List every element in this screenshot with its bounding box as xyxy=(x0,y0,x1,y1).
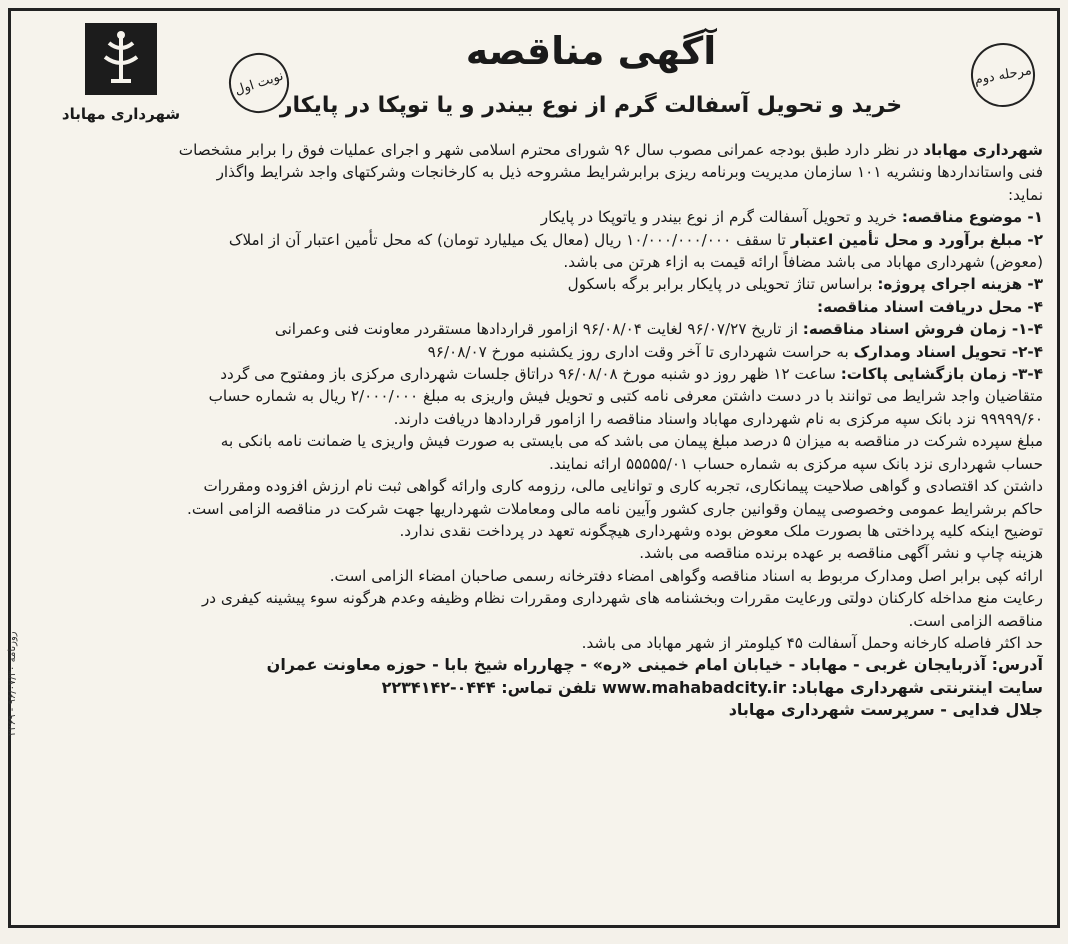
body-line: ۹۹۹۹۹/۶۰ نزد بانک سپه مرکزی به نام شهرداری مهاباد واسناد مناقصه را ازامور قراردادها دریافت دارند. xyxy=(393,409,1043,428)
municipality-logo-icon xyxy=(85,23,157,95)
body-line: شهرداری مهاباد در نظر دارد طبق بودجه عمرانی مصوب سال ۹۶ شورای محترم اسلامی شهر و اجرای عملیات فوق را برابر مشخصات xyxy=(178,141,1043,159)
body-line: داشتن کد اقتصادی و گواهی صلاحیت پیمانکاری، تجربه کاری و توانایی مالی، رزومه کاری وارائه گواهی ثبت نام ارزش افزوده ومقررات xyxy=(203,477,1043,496)
body-line: متقاضیان واجد شرایط می توانند با در دست داشتن معرفی نامه کتبی و تحویل فیش واریزی به مبلغ ۲/۰۰۰/۰۰۰ ریال به شماره حساب xyxy=(208,387,1043,406)
body-line: (معوض) شهرداری مهاباد می باشد مضافاً ارائه قیمت به ازاء هرتن می باشد. xyxy=(563,253,1043,272)
body-line: ۳- هزینه اجرای پروژه: براساس تناژ تحویلی در پایکار برابر برگه باسکول xyxy=(567,275,1043,294)
body-line: رعایت منع مداخله کارکنان دولتی ورعایت مقررات وبخشنامه های شهرداری ومقررات نظام وظیفه وعدم هرگونه سوء پیشینه کیفری در xyxy=(201,589,1043,608)
page-title: آگهی مناقصه xyxy=(465,29,717,73)
tender-notice xyxy=(8,8,1060,928)
round-stamp: نوبت اول xyxy=(221,45,297,121)
body-line: ۱- موضوع مناقصه: خرید و تحویل آسفالت گرم از نوع بیندر و یاتوپکا در پایکار xyxy=(540,208,1043,227)
body-line: ۳-۴- زمان بازگشایی پاکات: ساعت ۱۲ ظهر روز دو شنبه مورخ ۹۶/۰۸/۰۸ دراتاق جلسات شهرداری مرکزی باز ومفتوح می گردد xyxy=(220,365,1043,384)
contact-line: سایت اینترنتی شهرداری مهاباد: www.mahabadcity.ir تلفن تماس: ۰۴۴۴-۲۲۳۴۱۴۲ xyxy=(381,677,1043,697)
notice-body xyxy=(41,139,1043,915)
body-line: مناقصه الزامی است. xyxy=(908,611,1043,630)
body-line: نماید: xyxy=(1008,185,1043,204)
body-line: مبلغ سپرده شرکت در مناقصه به میزان ۵ درصد مبلغ پیمان می باشد که می بایستی به صورت فیش واریزی یا ضمانت نامه بانکی به xyxy=(220,432,1043,451)
body-line: ۱-۴- زمان فروش اسناد مناقصه: از تاریخ ۹۶/۰۷/۲۷ لغایت ۹۶/۰۸/۰۴ ازامور قراردادها مستقردر معاونت فنی وعمرانی xyxy=(274,320,1043,339)
body-line: ۲-۴- تحویل اسناد ومدارک به حراست شهرداری تا آخر وقت اداری روز یکشنبه مورخ ۹۶/۰۸/۰۷ xyxy=(427,342,1043,361)
body-line: حاکم برشرایط عمومی وخصوصی پیمان وقوانین جاری کشور وآیین نامه مالی ومعاملات شهرداریها جهت شرکت در مناقصه الزامی است. xyxy=(187,499,1043,518)
body-line: فنی واستانداردها ونشریه ۱۰۱ سازمان مدیریت وبرنامه ریزی برابرشرایط مشروحه ذیل به کارخانجات وشرکتهای واجد شرایط واگذار xyxy=(216,163,1043,182)
signature-line: جلال فدایی - سرپرست شهرداری مهاباد xyxy=(728,700,1043,720)
municipality-logo-block xyxy=(41,19,201,129)
newspaper-side-note: روزنامه ۹۶/۰۷/۳۰ - ۲۲۶۹ xyxy=(7,631,18,736)
page-subtitle: خرید و تحویل آسفالت گرم از نوع بیندر و یا توپکا در پایکار xyxy=(279,93,903,118)
body-line: هزینه چاپ و نشر آگهی مناقصه بر عهده برنده مناقصه می باشد. xyxy=(639,544,1043,563)
body-line: حساب شهرداری نزد بانک سپه مرکزی به شماره حساب ۵۵۵۵۵/۰۱ ارائه نمایند. xyxy=(548,454,1043,473)
body-line: ۴- محل دریافت اسناد مناقصه: xyxy=(817,297,1043,316)
stage-stamp: مرحله دوم xyxy=(966,38,1040,112)
body-line: حد اکثر فاصله کارخانه وحمل آسفالت ۴۵ کیلومتر از شهر مهاباد می باشد. xyxy=(581,633,1043,652)
logo-caption: شهرداری مهاباد xyxy=(61,105,181,123)
body-line: ارائه کپی برابر اصل ومدارک مربوط به اسناد مناقصه وگواهی امضاء دفترخانه رسمی صاحبان امضاء الزامی است. xyxy=(329,566,1043,585)
body-line: توضیح اینکه کلیه پرداختی ها بصورت ملک معوض بوده وشهرداری هیچگونه تعهد در پرداخت نقدی ندارد. xyxy=(399,521,1043,540)
body-line: ۲- مبلغ برآورد و محل تأمین اعتبار تا سقف ۱۰/۰۰۰/۰۰۰/۰۰۰ ریال (معال یک میلیارد تومان) که محل تأمین اعتبار آن از املاک xyxy=(228,230,1043,249)
address-line: آدرس: آذربایجان غربی - مهاباد - خیابان امام خمینی «ره» - چهارراه شیخ بابا - حوزه معاونت عمران xyxy=(266,655,1043,675)
